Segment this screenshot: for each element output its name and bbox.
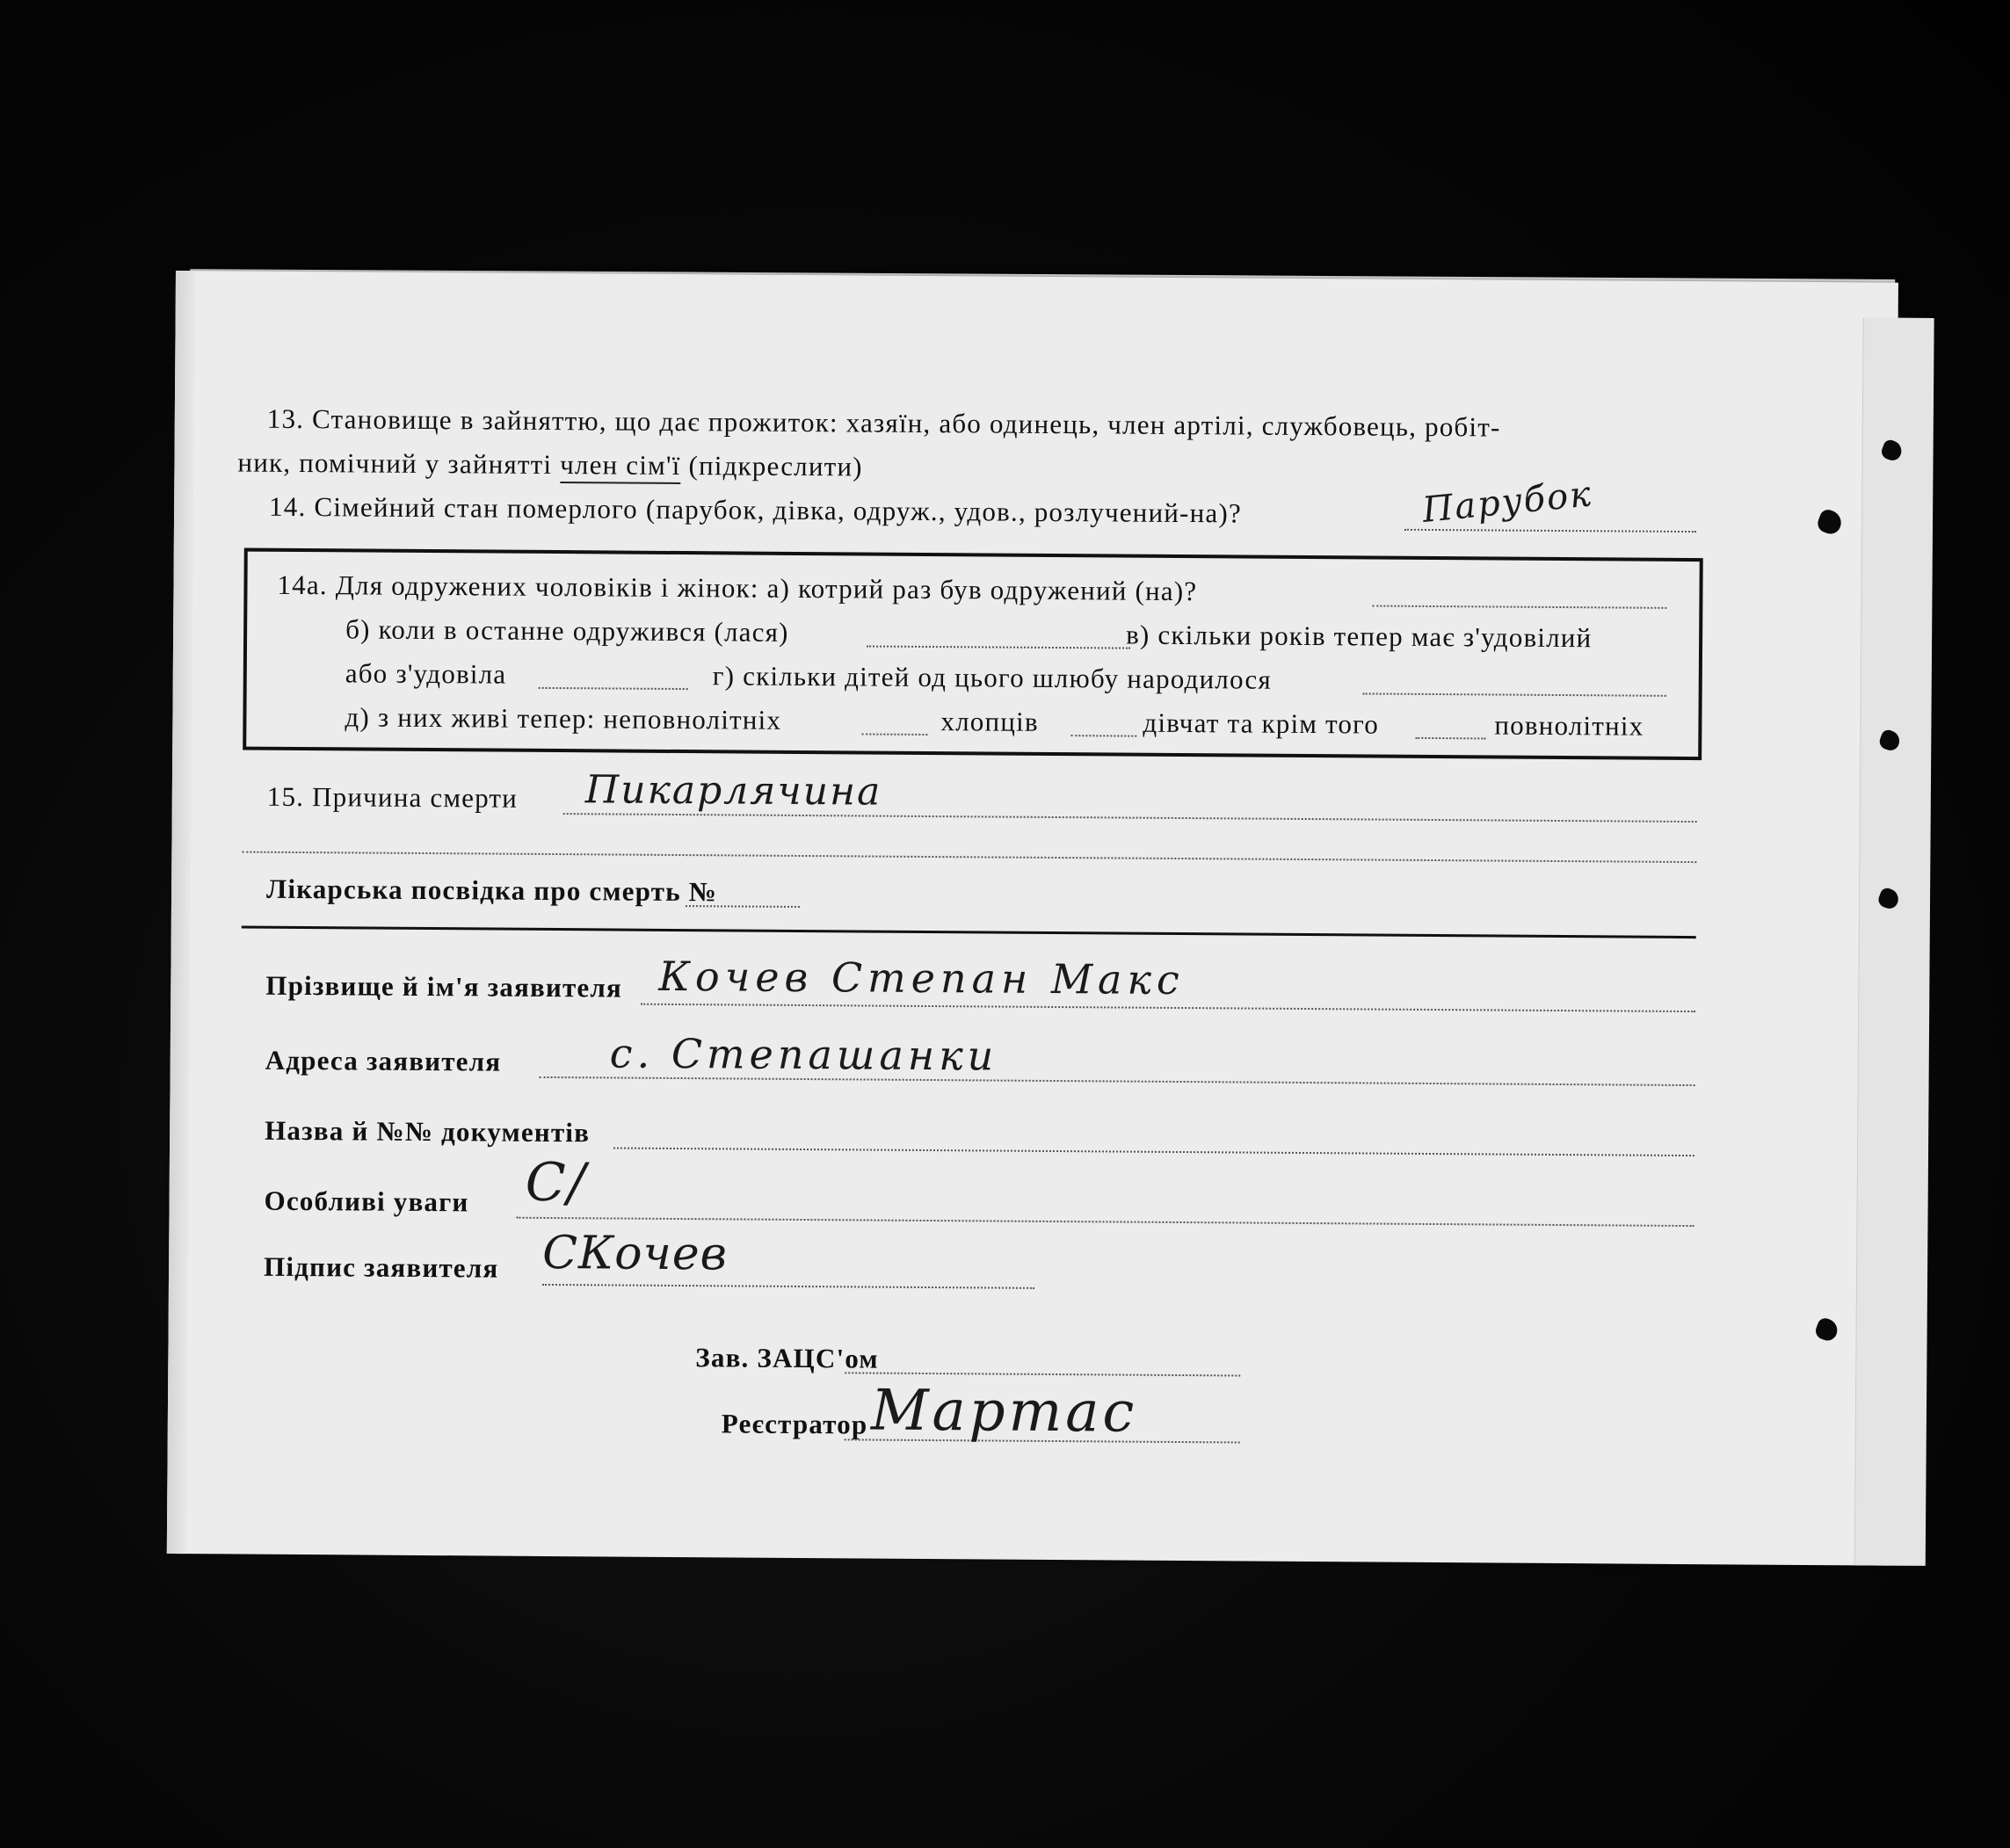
q14a-answer-line xyxy=(861,733,927,736)
q15-handwritten-answer: Пикарлячина xyxy=(584,767,882,815)
q13-text-b: (підкреслити) xyxy=(680,450,863,482)
binding-hole xyxy=(1813,1316,1840,1344)
binding-hole xyxy=(1815,507,1844,536)
q15-answer-line xyxy=(563,813,1697,823)
q14a-line2-a: б) коли в останне одружився (лася) xyxy=(345,613,789,648)
q14a-answer-line xyxy=(1070,735,1136,737)
notes-handwritten: С/ xyxy=(525,1151,588,1214)
documents-line xyxy=(613,1148,1694,1157)
q14-label: 14. Сімейний стан померлого (парубок, дівка, одруж., удов., розлучений-на)? xyxy=(269,490,1243,529)
q14a-line4-c: дівчат та крім того xyxy=(1143,707,1380,740)
q14a-answer-line xyxy=(1363,692,1666,696)
notes-label: Особливі уваги xyxy=(264,1185,469,1218)
q14a-line4-d: повнолітніх xyxy=(1494,709,1644,742)
sheet-right-flap xyxy=(1854,317,1934,1566)
head-signature-line xyxy=(845,1372,1240,1376)
applicant-name-label: Прізвище й ім'я заявителя xyxy=(265,969,623,1004)
section-divider xyxy=(242,926,1696,939)
q13-underlined-choice: член сім'ї xyxy=(560,449,681,484)
q14-answer-line xyxy=(1404,529,1696,533)
q13-text-a: ник, помічний у зайнятті xyxy=(237,446,561,481)
q13-line2 xyxy=(237,446,863,482)
head-of-registry-label: Зав. ЗАЦС'ом xyxy=(695,1342,879,1374)
q14a-line3-b: г) скільки дітей од цього шлюбу народилося xyxy=(712,660,1273,695)
applicant-name-line xyxy=(641,1004,1695,1012)
q14a-line2-b: в) скільки років тепер має з'удовілий xyxy=(1126,619,1593,654)
q14a-answer-line xyxy=(1415,737,1485,740)
q14a-line4-a: д) з них живі тепер: неповнолітніх xyxy=(345,701,782,736)
notes-line xyxy=(516,1217,1694,1227)
q14a-answer-line xyxy=(539,687,688,690)
death-record-form xyxy=(167,271,1898,1566)
q14a-line4-b: хлопців xyxy=(940,706,1039,737)
signature-line xyxy=(542,1284,1034,1289)
binding-hole xyxy=(1879,438,1904,462)
registrar-label: Реєстратор xyxy=(721,1408,868,1440)
q14a-answer-line xyxy=(1372,605,1666,609)
applicant-name-handwritten: Кочев Степан Макс xyxy=(658,952,1185,1004)
documents-label: Назва й №№ документів xyxy=(265,1114,591,1149)
applicant-address-handwritten: с. Степашанки xyxy=(609,1029,998,1080)
signature-label: Підпис заявителя xyxy=(263,1250,499,1284)
q15-label: 15. Причина смерти xyxy=(266,780,519,814)
q14-handwritten-answer: Парубок xyxy=(1420,474,1594,531)
medical-certificate-label: Лікарська посвідка про смерть № xyxy=(265,873,718,908)
applicant-signature: СКочев xyxy=(541,1226,729,1281)
registrar-signature: Мартас xyxy=(870,1378,1138,1446)
applicant-address-label: Адреса заявителя xyxy=(265,1044,502,1077)
q14a-answer-line xyxy=(867,645,1130,649)
applicant-address-line xyxy=(540,1076,1695,1086)
q14a-line1: 14а. Для одружених чоловіків і жінок: а) котрий раз був одружений (на)? xyxy=(277,569,1198,607)
q15-answer-line-2 xyxy=(242,852,1696,864)
binding-hole xyxy=(1877,728,1902,752)
q13-line1: 13. Становище в зайняттю, що дає прожиток: хазяїн, або одинець, член артілі, службовець, робіт- xyxy=(266,402,1501,443)
binding-hole xyxy=(1876,886,1901,910)
q14a-box xyxy=(243,548,1703,761)
q14a-line3-a: або з'удовіла xyxy=(345,657,507,690)
